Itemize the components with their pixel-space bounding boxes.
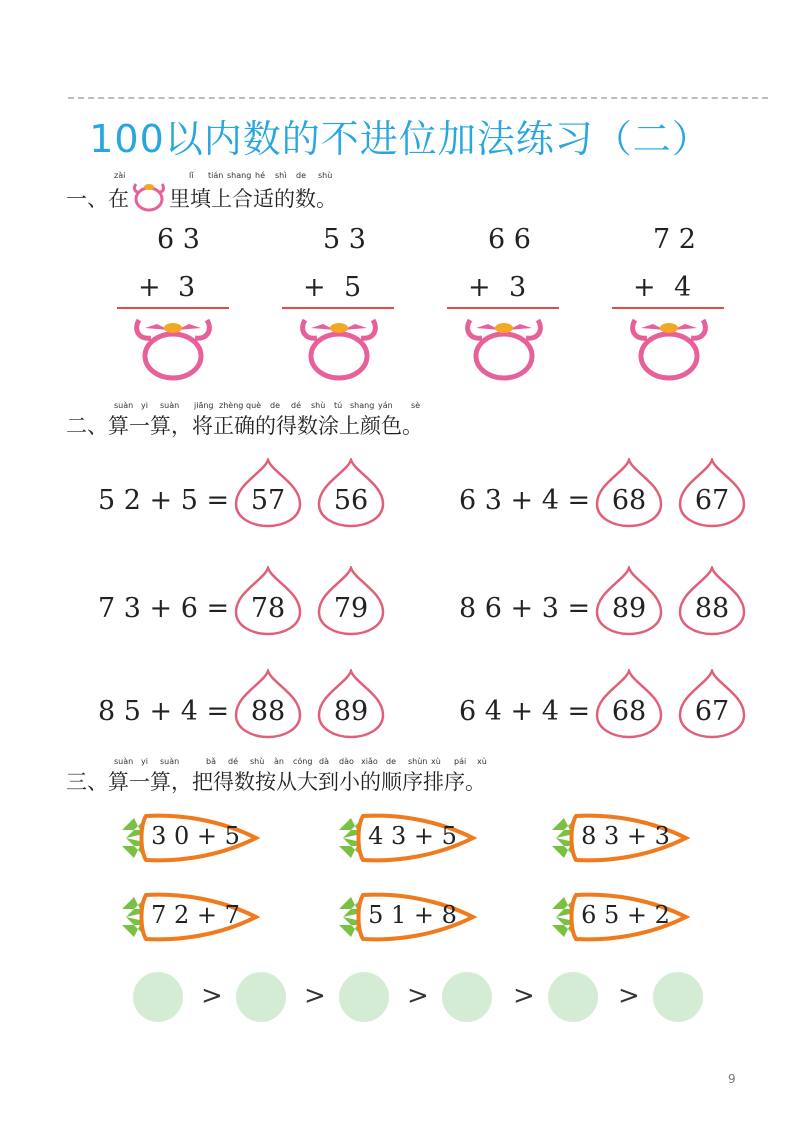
carrot-card <box>337 808 477 868</box>
answer-bow-frame[interactable] <box>131 312 215 382</box>
pinyin-shu: shù <box>311 401 326 410</box>
option-value: 89 <box>333 696 369 727</box>
order-answer-circle[interactable] <box>236 972 286 1022</box>
sum-rule-line <box>612 307 724 309</box>
greater-than-sign: > <box>201 981 223 1011</box>
equation-2: 6 3 + 4 = <box>459 485 591 516</box>
top-dashed-divider <box>68 97 768 99</box>
answer-drop-option[interactable] <box>593 566 665 636</box>
carrot-expression: 7 2 + 7 <box>151 901 240 929</box>
pinyin-da: dà <box>319 757 329 766</box>
carrot-card <box>550 808 690 868</box>
carrot-card <box>550 887 690 947</box>
carrot-card <box>337 887 477 947</box>
order-answer-circle[interactable] <box>339 972 389 1022</box>
pinyin-suan: suàn <box>114 401 134 410</box>
pinyin-yan: yán <box>378 401 393 410</box>
carrot-expression: 5 1 + 8 <box>368 901 457 929</box>
pinyin-shu: shù <box>318 171 333 180</box>
sum-rule-line <box>282 307 394 309</box>
pinyin-de: de <box>296 171 306 180</box>
pinyin-suan: suàn <box>160 401 180 410</box>
greater-than-sign: > <box>513 981 535 1011</box>
order-answer-circle[interactable] <box>442 972 492 1022</box>
pinyin-de2: dé <box>291 401 301 410</box>
answer-drop-option[interactable] <box>676 566 748 636</box>
pinyin-he: hé <box>255 171 265 180</box>
option-value: 68 <box>611 696 647 727</box>
problem-bottom-number: 5 <box>344 272 362 303</box>
pinyin-xu: xù <box>477 757 487 766</box>
pinyin-yi: yi <box>141 757 148 766</box>
section3-heading: 三、算一算，把得数按从大到小的顺序排序。 <box>66 770 486 794</box>
equation-6: 6 4 + 4 = <box>459 696 591 727</box>
answer-drop-option[interactable] <box>593 669 665 739</box>
pinyin-tian: tián <box>208 171 224 180</box>
section1-heading <box>66 180 337 213</box>
pinyin-pai: pái <box>454 757 467 766</box>
option-value: 67 <box>694 696 730 727</box>
pinyin-suan: suàn <box>114 757 134 766</box>
pinyin-zai: zài <box>114 171 126 180</box>
greater-than-sign: > <box>407 981 429 1011</box>
answer-drop-option[interactable] <box>315 458 387 528</box>
answer-bow-frame[interactable] <box>297 312 381 382</box>
problem-top-number: 7 2 <box>653 224 696 255</box>
problem-bottom-number: 4 <box>674 272 692 303</box>
pinyin-shang: shang <box>227 171 252 180</box>
pinyin-yi: yi <box>141 401 148 410</box>
answer-drop-option[interactable] <box>232 458 304 528</box>
plus-sign: + <box>468 272 491 303</box>
option-value: 88 <box>250 696 286 727</box>
problem-bottom-number: 3 <box>178 272 196 303</box>
option-value: 56 <box>333 485 369 516</box>
plus-sign: + <box>138 272 161 303</box>
answer-drop-option[interactable] <box>315 669 387 739</box>
option-value: 89 <box>611 593 647 624</box>
pinyin-se: sè <box>411 401 421 410</box>
pinyin-zheng: zhèng <box>219 401 244 410</box>
pinyin-shun: shùn <box>408 757 428 766</box>
option-value: 67 <box>694 485 730 516</box>
order-answer-circle[interactable] <box>653 972 703 1022</box>
answer-drop-option[interactable] <box>593 458 665 528</box>
problem-top-number: 6 3 <box>157 224 200 255</box>
answer-drop-option[interactable] <box>232 566 304 636</box>
answer-drop-option[interactable] <box>676 669 748 739</box>
pinyin-shu: shù <box>250 757 265 766</box>
equation-3: 7 3 + 6 = <box>98 593 230 624</box>
section1-text-after: 里填上合适的数。 <box>169 187 337 211</box>
pinyin-shi: shì <box>275 171 287 180</box>
pinyin-suan: suàn <box>160 757 180 766</box>
option-value: 68 <box>611 485 647 516</box>
problem-top-number: 5 3 <box>323 224 366 255</box>
option-value: 78 <box>250 593 286 624</box>
equation-4: 8 6 + 3 = <box>459 593 591 624</box>
page-title: 100以内数的不进位加法练习（二） <box>89 117 711 161</box>
greater-than-sign: > <box>304 981 326 1011</box>
option-value: 88 <box>694 593 730 624</box>
greater-than-sign: > <box>618 981 640 1011</box>
problem-bottom-number: 3 <box>509 272 527 303</box>
pinyin-que: què <box>246 401 262 410</box>
equation-1: 5 2 + 5 = <box>98 485 230 516</box>
page-number: 9 <box>728 1072 736 1086</box>
carrot-expression: 3 0 + 5 <box>151 822 240 850</box>
carrot-card <box>120 808 260 868</box>
plus-sign: + <box>633 272 656 303</box>
bow-frame-icon <box>129 180 169 210</box>
answer-drop-option[interactable] <box>232 669 304 739</box>
pinyin-li: lǐ <box>189 171 194 180</box>
pinyin-shang: shang <box>350 401 375 410</box>
answer-bow-frame[interactable] <box>462 312 546 382</box>
sum-rule-line <box>447 307 559 309</box>
order-answer-circle[interactable] <box>548 972 598 1022</box>
plus-sign: + <box>303 272 326 303</box>
section2-heading: 二、算一算，将正确的得数涂上颜色。 <box>66 414 423 438</box>
carrot-expression: 8 3 + 3 <box>581 822 670 850</box>
section1-text-before: 在 <box>108 187 129 211</box>
carrot-expression: 4 3 + 5 <box>368 822 457 850</box>
answer-drop-option[interactable] <box>315 566 387 636</box>
pinyin-xu: xù <box>431 757 441 766</box>
pinyin-ba: bǎ <box>206 757 216 766</box>
pinyin-tu: tú <box>334 401 343 410</box>
pinyin-de: de <box>386 757 396 766</box>
pinyin-xiao: xiǎo <box>361 757 378 766</box>
pinyin-de: de <box>270 401 280 410</box>
pinyin-cong: cóng <box>293 757 313 766</box>
problem-top-number: 6 6 <box>488 224 531 255</box>
section1-number: 一、 <box>66 187 108 211</box>
answer-bow-frame[interactable] <box>627 312 711 382</box>
pinyin-de: dé <box>228 757 238 766</box>
answer-drop-option[interactable] <box>676 458 748 528</box>
carrot-card <box>120 887 260 947</box>
carrot-expression: 6 5 + 2 <box>581 901 670 929</box>
equation-5: 8 5 + 4 = <box>98 696 230 727</box>
sum-rule-line <box>117 307 229 309</box>
option-value: 57 <box>250 485 286 516</box>
pinyin-dao: dào <box>339 757 354 766</box>
pinyin-an: àn <box>274 757 284 766</box>
pinyin-jiang: jiāng <box>194 401 214 410</box>
option-value: 79 <box>333 593 369 624</box>
order-answer-circle[interactable] <box>133 972 183 1022</box>
